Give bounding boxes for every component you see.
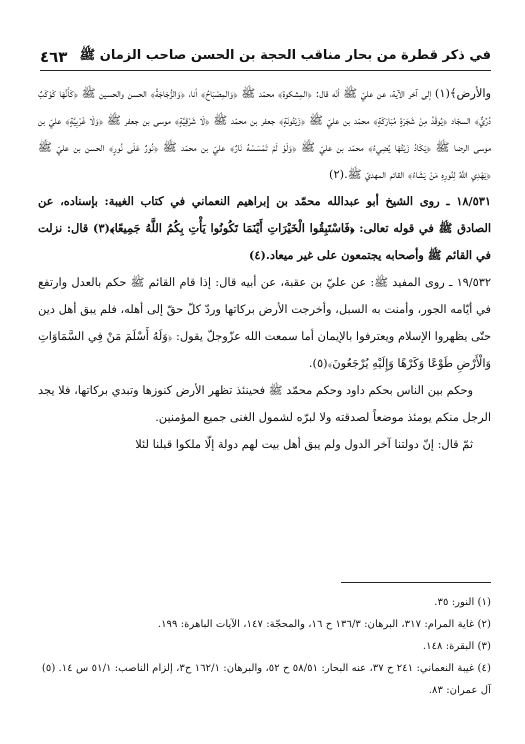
footnote-3: (٣) البقرة: ١٤٨. xyxy=(422,641,491,652)
paragraph-last: ثمّ قال: إنّ دولتنا آخر الدول ولم يبق أهل بيت لهم دولة إلّا ملكوا قبلنا لئلا xyxy=(135,437,473,451)
paragraph-hadith-532: ١٩/٥٣٢ ـ روى المفيد ﷺ: عن عليّ بن عقبة، عن أبيه قال: إذا قام القائم ﷺ حكم بالعدل وارتفع في أيّامه الجور، وأمنت به السبل، وأخرجت الأرض بركاتها وردّ كلّ حقّ إلى أهله، فلم يبق أهل دين حتّى يظهروا الإسلام ويعترفوا بالإيمان أما سمعت الله عزّوجلّ يقول: ﴿وَلَهُ أَسْلَمَ مَنْ فِي السَّمَاوَاتِ وَالْأَرْضِ طَوْعًا وَكَرْهًا وَإِلَيْهِ يُرْجَعُونَ﴾(٥). xyxy=(38,275,491,370)
footnote-2: (٢) غاية المرام: ٣١٧، البرهان: ١٣٦/٣ ح ١٦، والمحجّة: ١٤٧، الآيات الباهرة: ١٩٩. xyxy=(157,619,491,630)
page-number: ٤٦٣ xyxy=(40,48,68,66)
footnote-divider xyxy=(341,582,491,583)
footnote-1: (١) النور: ٣٥. xyxy=(434,597,491,608)
main-text xyxy=(38,80,491,458)
footnote-4-5: (٤) غيبة النعماني: ٢٤١ ح ٣٧، عنه البحار: ٥٨/٥١ ح ٥٢، والبرهان: ١٦٢/١ ح٣، إلزام الناصب: ٥١/١ س ١٤. (٥) آل عمران: ٨٣. xyxy=(41,663,491,696)
footnotes xyxy=(38,592,491,702)
paragraph-hadith-531: ١٨/٥٣١ ـ روى الشيخ أبو عبدالله محمّد بن إبراهيم النعماني في كتاب الغيبة: بإسناده، عن الصادق ﷺ في قوله تعالى: ﴿فَاسْتَبِقُوا الْخَيْرَاتِ أَيْنَمَا تَكُونُوا يَأْتِ بِكُمُ اللَّهُ جَمِيعًا﴾(٣) قال: نزلت في القائم ﷺ وأصحابه يجتمعون على غير ميعاد.(٤) xyxy=(38,194,491,262)
page-header xyxy=(40,36,491,71)
running-title: في ذكر قطرة من بحار مناقب الحجة بن الحسن صاحب الزمان ﷺ xyxy=(79,48,491,63)
paragraph-continuation: وحكم بين الناس بحكم داود وحكم محمّد ﷺ فحينئذ تظهر الأرض كنوزها وتبدي بركاتها، فلا يجد الرجل منكم يومئذ موضعاً لصدقته ولا لبرّه لشمول الغنى جميع المؤمنين. xyxy=(38,383,491,424)
paragraph-verse-commentary: والأرض﴾(١) إلى آخر الآية، عن عليّ ﷺ أنّه قال: ﴿المِشكوة﴾ محمّد ﷺ ﴿وَالمِصْبَاحُ﴾ أنا، ﴿وَالزُّجَاجَةُ﴾ الحسن والحسين ﷺ ﴿كَأَنَّهَا كَوْكَبٌ دُرِّيٌّ﴾ السجّاد ﴿يُوقَدُ مِنْ شَجَرَةٍ مُبَارَكَةٍ﴾ محمّد بن عليّ ﷺ ﴿زَيْتُونَةٍ﴾ جعفر بن محمّد ﷺ ﴿لَا شَرْقِيَّةٍ﴾ موسى بن جعفر ﷺ ﴿وَلَا غَرْبِيَّةٍ﴾ عليّ بن موسى الرضا ﷺ ﴿يَكَادُ زَيْتُهَا يُضِيءُ﴾ محمّد بن عليّ ﷺ ﴿وَلَوْ لَمْ تَمْسَسْهُ نَارٌ﴾ عليّ بن محمّد ﷺ ﴿نُورٌ عَلَى نُورٍ﴾ الحسن بن عليّ ﷺ ﴿يَهْدِي اللَّهُ لِنُورِهِ مَنْ يَشَاءُ﴾ القائم المهديّ ﷺ.(٢) xyxy=(38,86,491,181)
